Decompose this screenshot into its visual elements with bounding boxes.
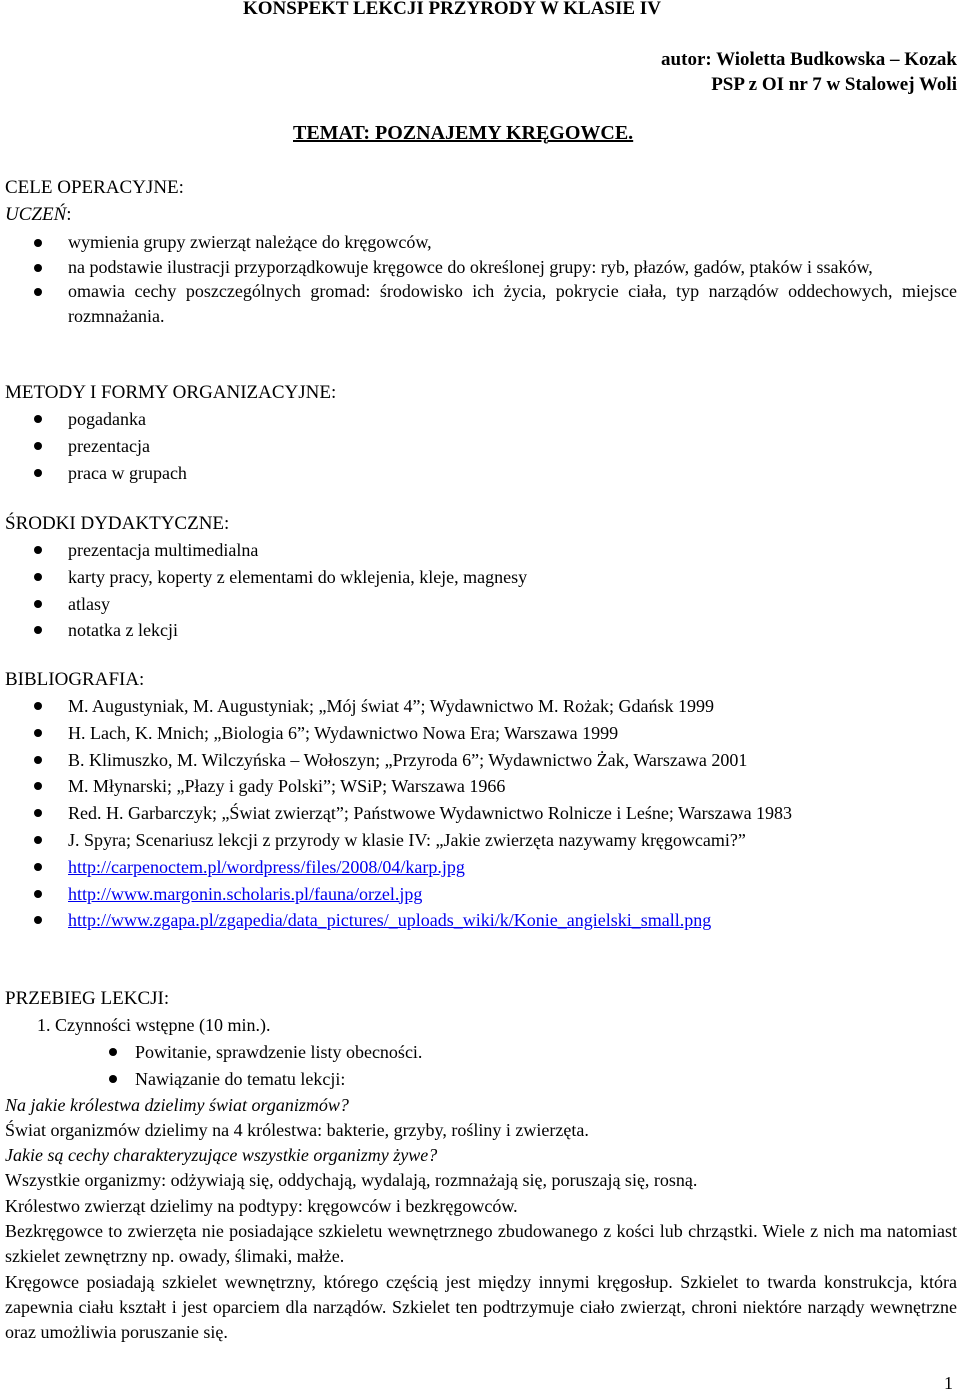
paragraph: Królestwo zwierząt dzielimy na podtypy: kręgowców i bezkręgowców. — [5, 1195, 518, 1216]
document-title: KONSPEKT LEKCJI PRZYRODY W KLASIE IV — [243, 0, 661, 19]
section-teaching-aids — [5, 510, 957, 644]
section-heading: METODY I FORMY ORGANIZACYJNE: — [5, 382, 337, 403]
section-heading: ŚRODKI DYDAKTYCZNE: — [5, 513, 230, 534]
section-lesson-flow — [5, 985, 957, 1346]
question: Jakie są cechy charakteryzujące wszystkie organizmy żywe? — [5, 1145, 438, 1166]
paragraph: Kręgowce posiadają szkielet wewnętrzny, którego częścią jest między innymi kręgosłup. Szkielet to twarda konstrukcja, która zapewnia ciału kształt i jest oparciem dla narządów. Szkielet ten podtrzymuje ciało zwierząt, chroni niektóre narządy wewnętrzne oraz umożliwia poruszanie się. — [5, 1271, 957, 1343]
lesson-step: 1. Czynności wstępne (10 min.). — [37, 1015, 271, 1035]
list-item: notatka z lekcji — [5, 617, 957, 644]
bibliography-entry: B. Klimuszko, M. Wilczyńska – Wołoszyn; „Przyroda 6”; Wydawnictwo Żak, Warszawa 2001 — [5, 747, 957, 774]
author-school: PSP z OI nr 7 w Stalowej Woli — [711, 74, 957, 95]
bibliography-entry: Red. H. Garbarczyk; „Świat zwierząt”; Państwowe Wydawnictwo Rolnicze i Leśne; Warszawa 1983 — [5, 800, 957, 827]
answer: Świat organizmów dzielimy na 4 królestwa: bakterie, grzyby, rośliny i zwierzęta. — [5, 1119, 589, 1140]
bibliography-entry: J. Spyra; Scenariusz lekcji z przyrody w klasie IV: „Jakie zwierzęta nazywamy kręgowcami?” — [5, 827, 957, 854]
bibliography-list — [5, 693, 957, 934]
list-item: Powitanie, sprawdzenie listy obecności. — [5, 1039, 957, 1066]
list-item: atlasy — [5, 591, 957, 618]
objectives-list — [5, 230, 957, 328]
section-methods — [5, 379, 957, 486]
list-item: prezentacja — [5, 433, 957, 460]
author-name: autor: Wioletta Budkowska – Kozak — [661, 49, 957, 70]
section-bibliography — [5, 666, 957, 934]
list-item: prezentacja multimedialna — [5, 537, 957, 564]
section-heading: BIBLIOGRAFIA: — [5, 669, 145, 690]
list-item: Nawiązanie do tematu lekcji: — [5, 1066, 957, 1093]
section-heading: PRZEBIEG LEKCJI: — [5, 988, 170, 1009]
list-item: praca w grupach — [5, 460, 957, 487]
lesson-topic — [293, 122, 633, 145]
bibliography-link[interactable]: http://www.zgapa.pl/zgapedia/data_pictures/_uploads_wiki/k/Konie_angielski_small.png — [68, 910, 712, 931]
question: Na jakie królestwa dzielimy świat organizmów? — [5, 1094, 349, 1115]
author-block — [661, 47, 957, 97]
list-item: na podstawie ilustracji przyporządkowuje kręgowce do określonej grupy: ryb, płazów, gadów, ptaków i ssaków, — [5, 255, 957, 280]
bibliography-link-item — [5, 907, 957, 934]
list-item: karty pracy, koperty z elementami do wklejenia, kleje, magnesy — [5, 564, 957, 591]
bibliography-link[interactable]: http://carpenoctem.pl/wordpress/files/2008/04/karp.jpg — [68, 856, 465, 877]
bibliography-link-item — [5, 854, 957, 881]
student-label: UCZEŃ — [5, 204, 67, 225]
list-item: wymienia grupy zwierząt należące do kręgowców, — [5, 230, 957, 255]
list-item: pogadanka — [5, 406, 957, 433]
student-label-colon: : — [66, 204, 72, 225]
bibliography-entry: M. Augustyniak, M. Augustyniak; „Mój świat 4”; Wydawnictwo M. Rożak; Gdańsk 1999 — [5, 693, 957, 720]
paragraph: Bezkręgowce to zwierzęta nie posiadające szkieletu wewnętrznego zbudowanego z kości lub chrząstki. Wiele z nich ma natomiast szkielet zewnętrzny np. owady, ślimaki, małże. — [5, 1221, 957, 1267]
answer: Wszystkie organizmy: odżywiają się, oddychają, wydalają, rozmnażają się, poruszają się, rosną. — [5, 1170, 698, 1191]
section-objectives — [5, 174, 957, 328]
lesson-topic-text: TEMAT: POZNAJEMY KRĘGOWCE. — [293, 122, 634, 144]
page-number: 1 — [944, 1373, 953, 1393]
bibliography-entry: M. Młynarski; „Płazy i gady Polski”; WSiP; Warszawa 1966 — [5, 773, 957, 800]
section-subheading — [5, 201, 957, 228]
step-list — [5, 1039, 957, 1093]
bibliography-link[interactable]: http://www.margonin.scholaris.pl/fauna/orzel.jpg — [68, 883, 423, 904]
bibliography-link-item — [5, 881, 957, 908]
bibliography-entry: H. Lach, K. Mnich; „Biologia 6”; Wydawnictwo Nowa Era; Warszawa 1999 — [5, 720, 957, 747]
list-item: omawia cechy poszczególnych gromad: środowisko ich życia, pokrycie ciała, typ narządów oddechowych, miejsce rozmnażania. — [5, 279, 957, 328]
aids-list — [5, 537, 957, 644]
methods-list — [5, 406, 957, 486]
section-heading: CELE OPERACYJNE: — [5, 177, 184, 198]
